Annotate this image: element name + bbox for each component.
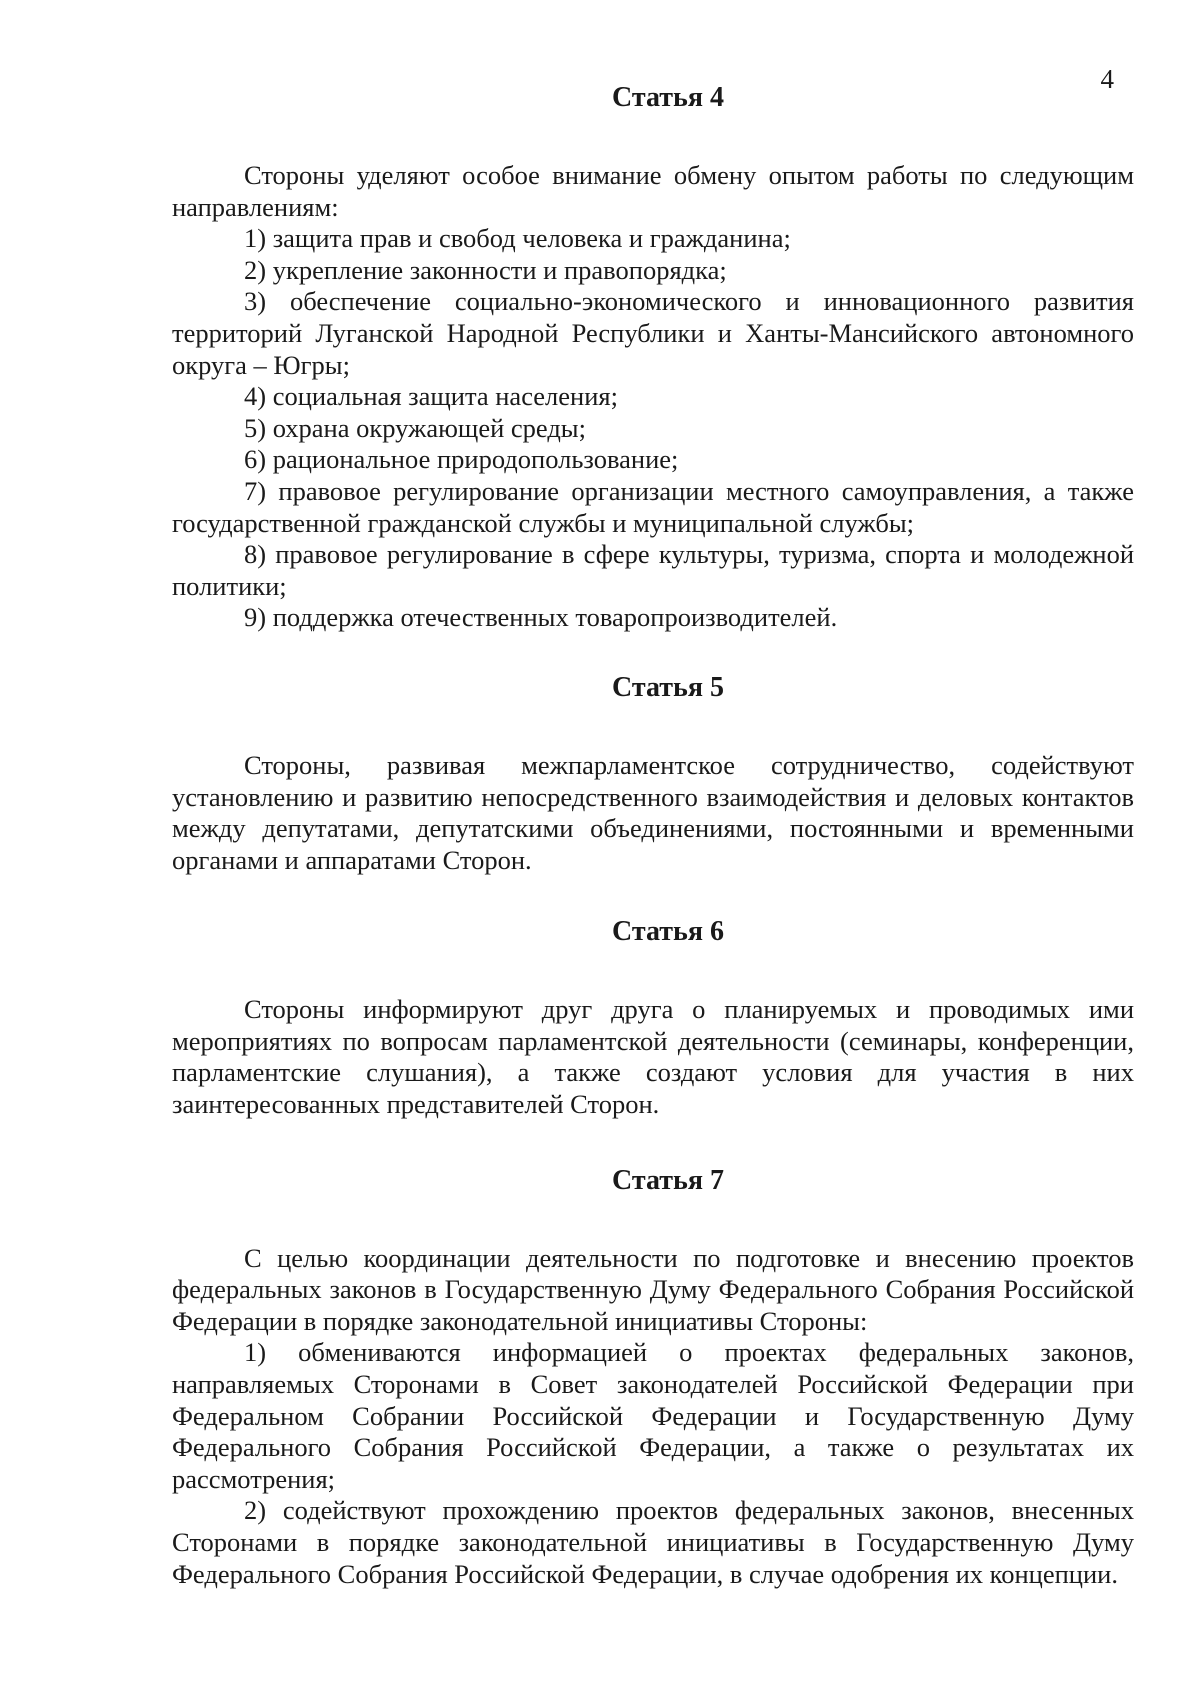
list-item: 9) поддержка отечественных товаропроизводителей. [244,602,838,633]
list-item: 1) обмениваются информацией о проектах федеральных законов, направляемых Сторонами в Совет законодателей Российской Федерации при Федеральном Собрании Российской Федерации и Государственную Думу Федерального Собрания Российской Федерации, а также о результатах их рассмотрения; [172,1337,1134,1494]
list-item: 2) содействуют прохождению проектов федеральных законов, внесенных Сторонами в порядке законодательной инициативы в Государственную Думу Федерального Собрания Российской Федерации, в случае одобрения их концепции. [172,1495,1134,1589]
list-item: 3) обеспечение социально-экономического и инновационного развития территорий Луганской Народной Республики и Ханты-Мансийского автономного округа – Югры; [172,286,1134,380]
article-paragraph: С целью координации деятельности по подготовке и внесению проектов федеральных законов в Государственную Думу Федерального Собрания Российской Федерации в порядке законодательной инициативы Стороны: [172,1242,1134,1336]
page-number: 4 [1100,64,1114,94]
article-6 [172,916,1134,1120]
list-item: 6) рациональное природопользование; [244,444,679,475]
article-title: Статья 7 [612,1164,724,1196]
article-title: Статья 6 [612,916,724,948]
article-paragraph: Стороны информируют друг друга о планируемых и проводимых ими мероприятиях по вопросам парламентской деятельности (семинары, конференции, парламентские слушания), а также создают условия для участия в них заинтересованных представителей Сторон. [172,994,1134,1120]
article-title: Статья 4 [612,82,724,113]
article-paragraph: Стороны уделяют особое внимание обмену опытом работы по следующим направлениям: [172,160,1134,222]
list-item: 1) защита прав и свобод человека и гражданина; [244,223,791,254]
list-item: 2) укрепление законности и правопорядка; [244,254,727,285]
article-title: Статья 5 [612,671,724,703]
article-7 [172,1165,1134,1591]
list-item: 7) правовое регулирование организации местного самоуправления, а также государственной гражданской службы и муниципальной службы; [172,475,1134,538]
article-5 [172,672,1134,876]
list-item: 4) социальная защита населения; [244,381,618,412]
list-item: 5) охрана окружающей среды; [244,412,586,443]
article-paragraph: Стороны, развивая межпарламентское сотрудничество, содействуют установлению и развитию непосредственного взаимодействия и деловых контактов между депутатами, депутатскими объединениями, постоянными и временными органами и аппаратами Сторон. [172,749,1134,875]
article-4 [172,82,1134,634]
document-body [172,82,1134,1628]
list-item: 8) правовое регулирование в сфере культуры, туризма, спорта и молодежной политики; [172,539,1134,601]
